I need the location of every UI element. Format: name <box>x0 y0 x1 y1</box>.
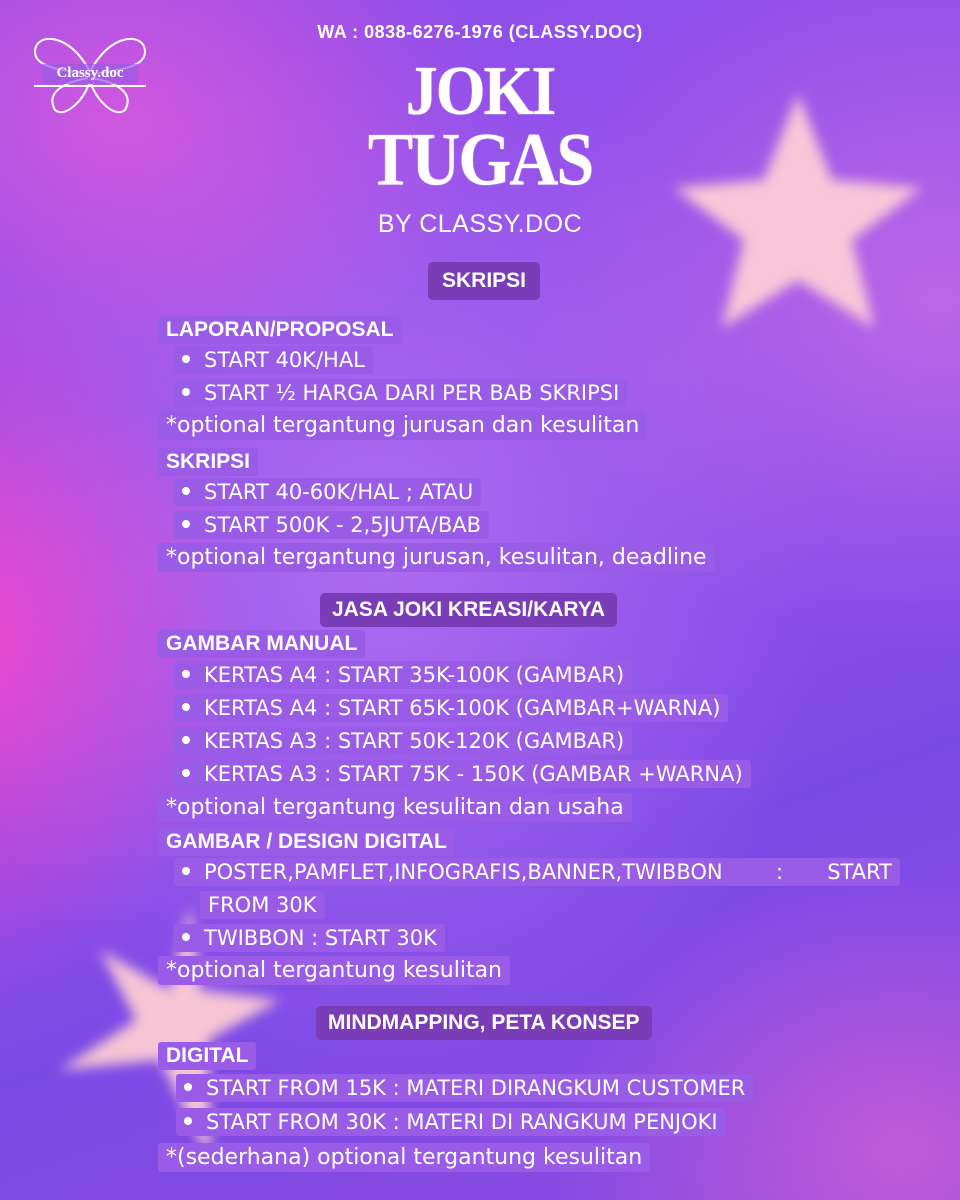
design-digital-note: *optional tergantung kesulitan <box>158 956 510 985</box>
list-item-continuation: FROM 30K <box>200 891 325 919</box>
list-item: START 40K/HAL <box>174 346 373 374</box>
logo-text: Classy.doc <box>56 65 124 81</box>
section-badge-kreasi: JASA JOKI KREASI/KARYA <box>320 593 617 627</box>
list-item: KERTAS A3 : START 50K-120K (GAMBAR) <box>174 727 632 755</box>
list-item: START FROM 30K : MATERI DI RANGKUM PENJOKI <box>176 1108 726 1136</box>
gambar-manual-heading: GAMBAR MANUAL <box>158 630 365 658</box>
skripsi-heading: SKRIPSI <box>158 448 258 476</box>
mindmap-note: *(sederhana) optional tergantung kesulitan <box>158 1143 650 1172</box>
whatsapp-contact: WA : 0838-6276-1976 (CLASSY.DOC) <box>317 22 643 42</box>
list-item: START 40-60K/HAL ; ATAU <box>174 478 481 506</box>
title-line-1: JOKI <box>405 51 555 130</box>
list-item: START FROM 15K : MATERI DIRANGKUM CUSTOMER <box>176 1074 753 1102</box>
list-item: KERTAS A4 : START 65K-100K (GAMBAR+WARNA) <box>174 694 728 722</box>
gambar-manual-note: *optional tergantung kesulitan dan usaha <box>158 793 632 822</box>
byline: BY CLASSY.DOC <box>377 210 583 238</box>
list-item: POSTER,PAMFLET,INFOGRAFIS,BANNER,TWIBBON : START <box>174 858 900 886</box>
section-badge-skripsi: SKRIPSI <box>428 262 540 300</box>
list-item: KERTAS A4 : START 35K-100K (GAMBAR) <box>174 661 632 689</box>
skripsi-note: *optional tergantung jurusan, kesulitan, deadline <box>158 543 715 572</box>
list-item: START 500K - 2,5JUTA/BAB <box>174 511 489 539</box>
list-item: KERTAS A3 : START 75K - 150K (GAMBAR +WARNA) <box>174 760 751 788</box>
laporan-heading: LAPORAN/PROPOSAL <box>158 316 402 344</box>
laporan-note: *optional tergantung jurusan dan kesulitan <box>158 411 647 440</box>
mindmap-digital-heading: DIGITAL <box>158 1042 256 1070</box>
list-item: START ½ HARGA DARI PER BAB SKRIPSI <box>174 379 627 407</box>
design-digital-heading: GAMBAR / DESIGN DIGITAL <box>158 828 455 856</box>
section-badge-mindmap: MINDMAPPING, PETA KONSEP <box>316 1006 652 1040</box>
title-line-2: TUGAS <box>367 117 593 201</box>
list-item: TWIBBON : START 30K <box>174 924 445 952</box>
